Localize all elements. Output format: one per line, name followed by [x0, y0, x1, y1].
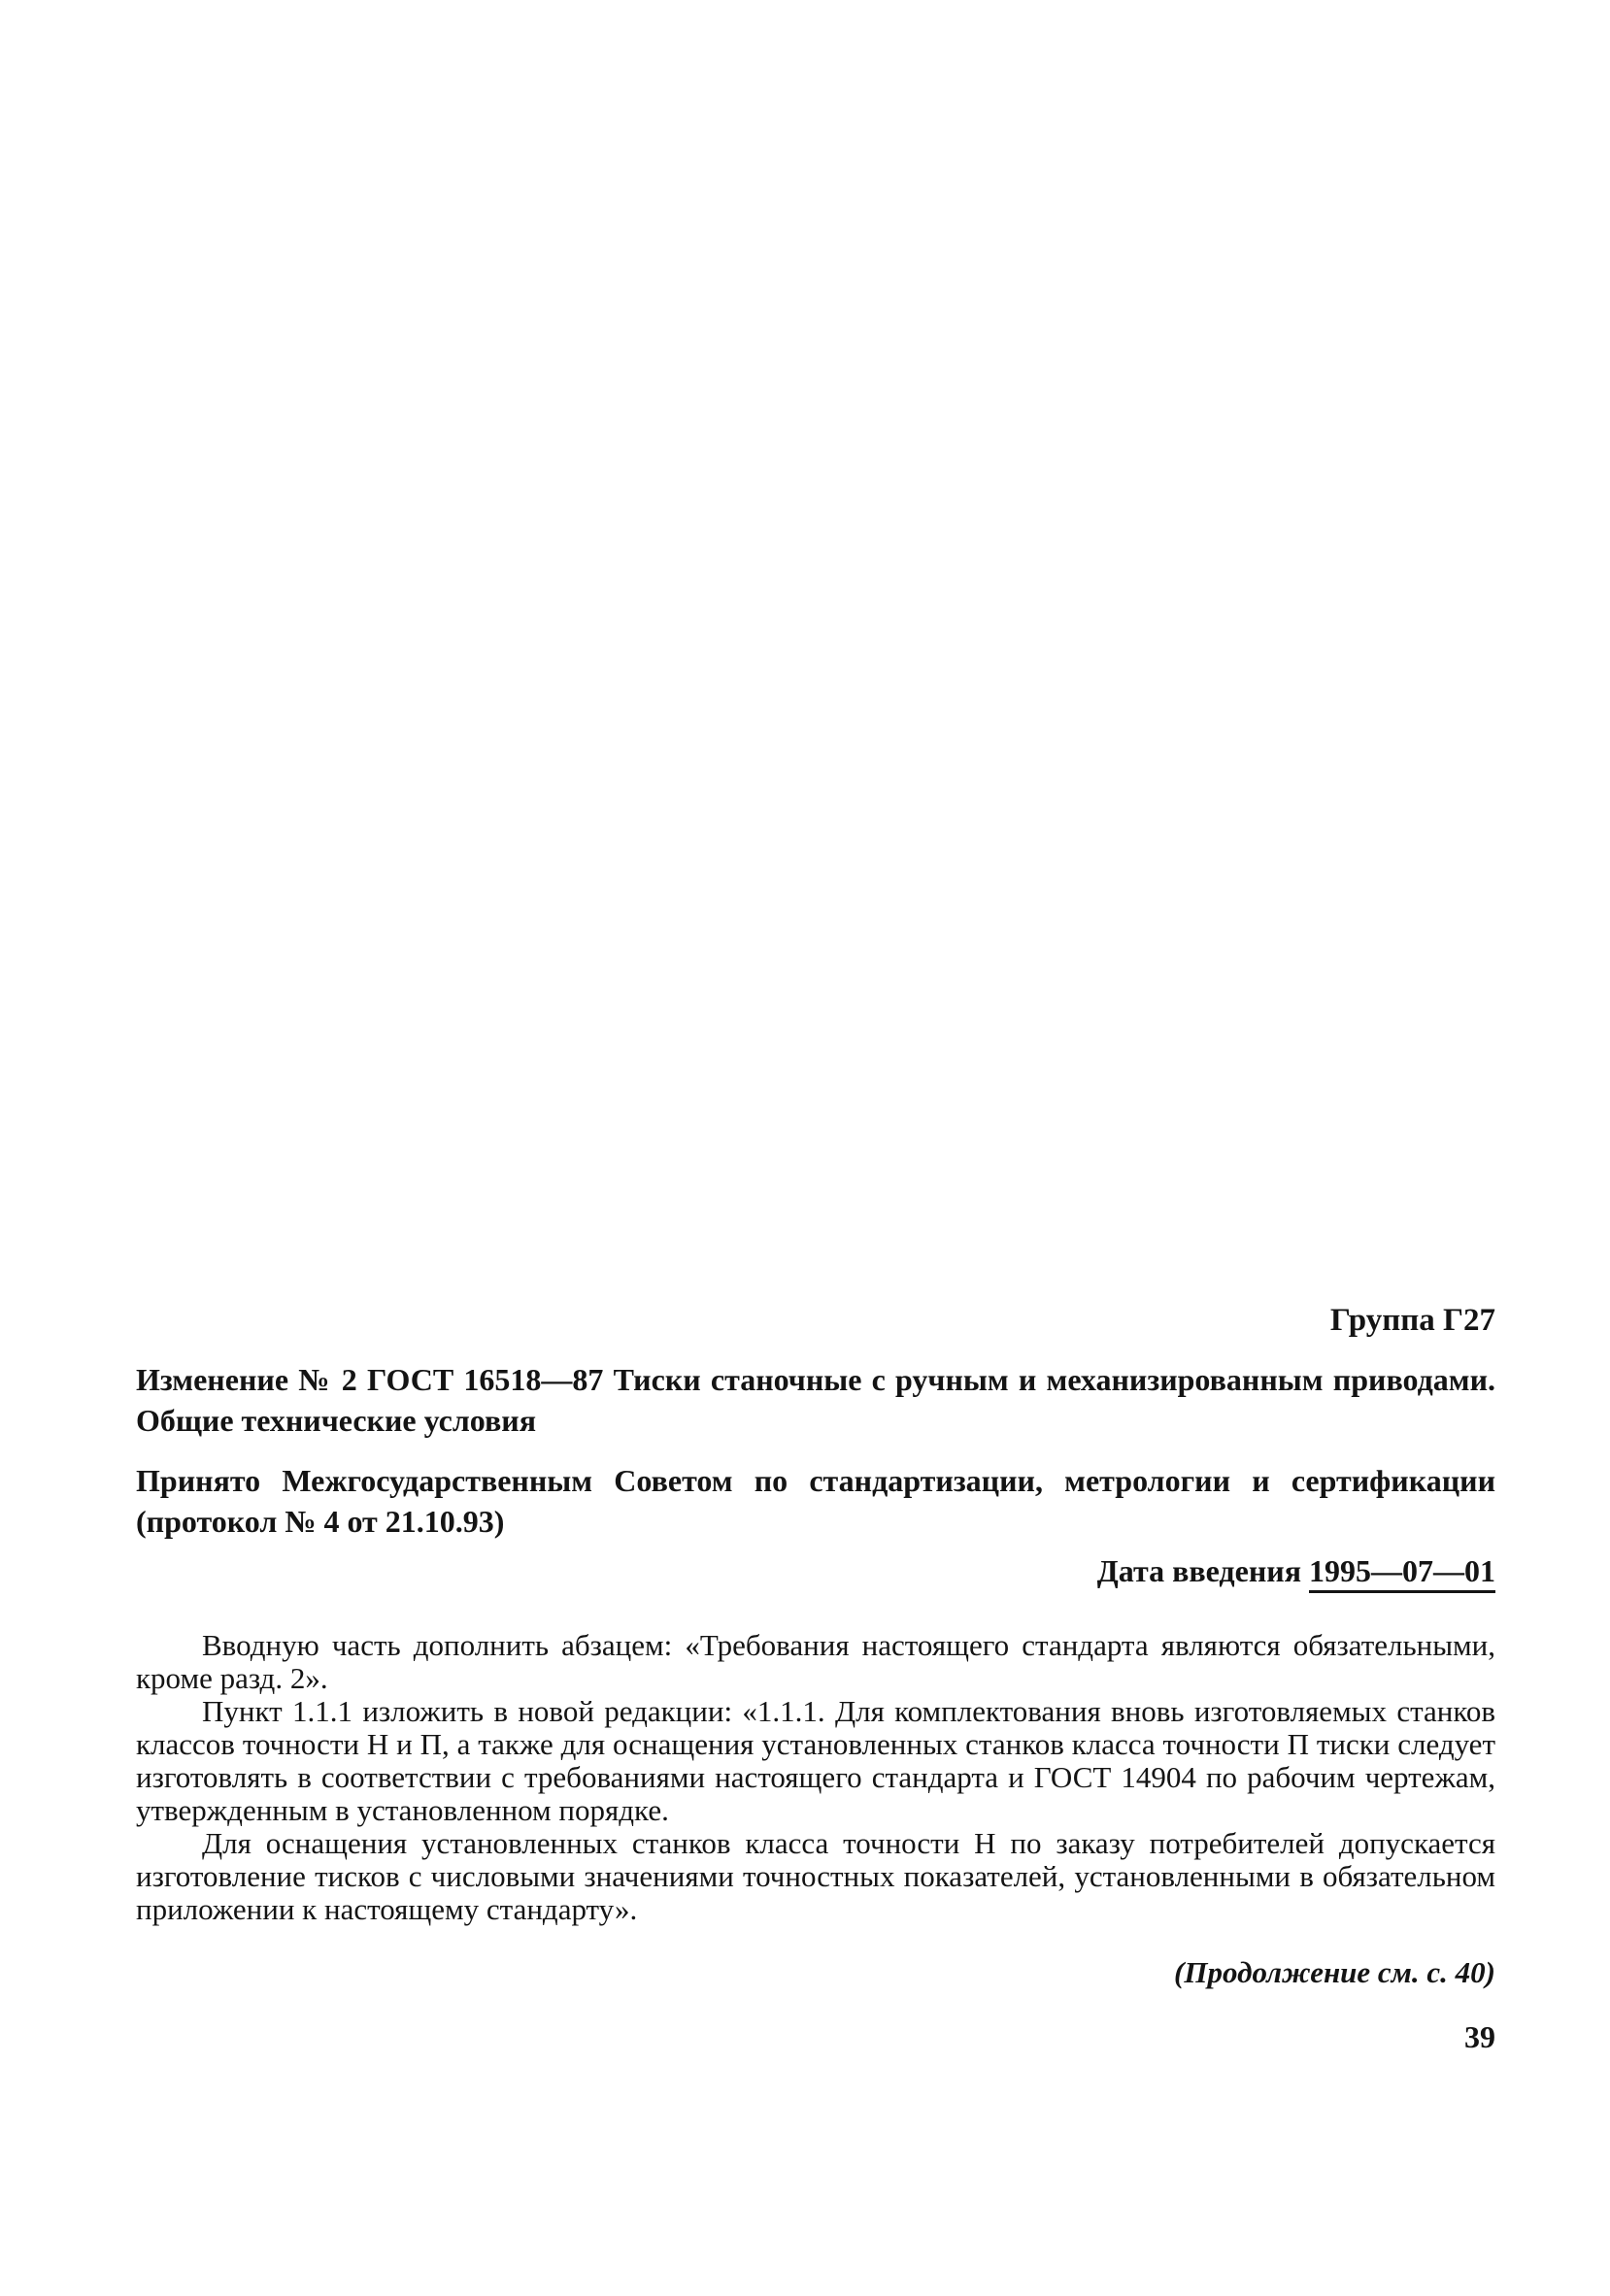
amendment-title: Изменение № 2 ГОСТ 16518—87 Тиски станочные с ручным и механизированным приводами. Общие технические условия: [136, 1362, 1495, 1438]
introduction-date: [136, 1551, 1495, 1590]
paragraph-intro-addition: Вводную часть дополнить абзацем: «Требования настоящего стандарта являются обязательными, кроме разд. 2».: [136, 1628, 1495, 1695]
paragraph-class-h-equipment: Для оснащения установленных станков класса точности Н по заказу потребителей допускается изготовление тисков с числовыми значениями точностных показателей, установленными в обязательном приложении к настоящему стандарту».: [136, 1826, 1495, 1926]
introduction-date-label: Дата введения: [1096, 1553, 1301, 1588]
paragraph-clause-1-1-1: Пункт 1.1.1 изложить в новой редакции: «1.1.1. Для комплектования вновь изготовляемых станков классов точности Н и П, а также для оснащения установленных станков класса точности П тиски следует изготовлять в соответствии с требованиями настоящего стандарта и ГОСТ 14904 по рабочим чертежам, утвержденным в установленном порядке.: [136, 1694, 1495, 1827]
adoption-note: Принято Межгосударственным Советом по стандартизации, метрологии и сертификации (протокол № 4 от 21.10.93): [136, 1463, 1495, 1539]
introduction-date-value: 1995—07—01: [1309, 1553, 1495, 1593]
document-body: [136, 1301, 1495, 2056]
page-number: 39: [1464, 2019, 1495, 2054]
continuation-note: (Продолжение см. с. 40): [1174, 1955, 1495, 1989]
group-label: Группа Г27: [1329, 1303, 1495, 1338]
